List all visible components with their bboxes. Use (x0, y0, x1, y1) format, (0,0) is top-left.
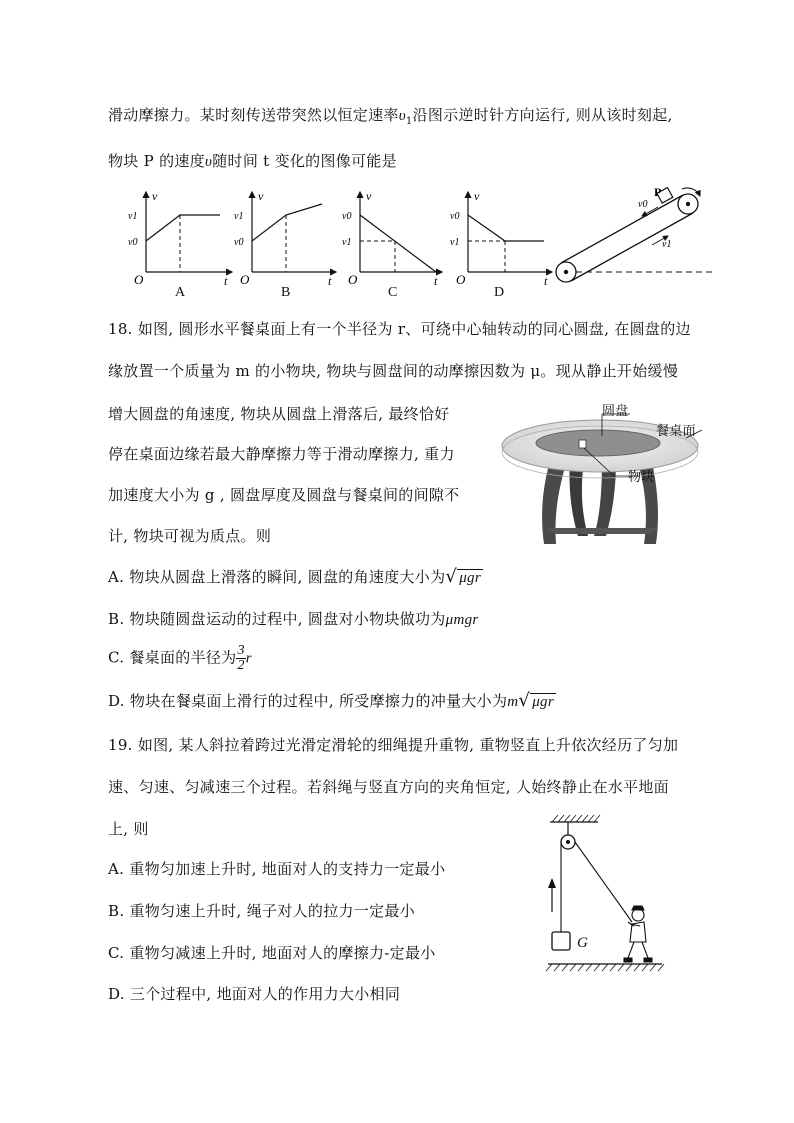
conveyor-belt-figure (556, 185, 712, 282)
graph-d (450, 189, 552, 288)
graph-c-label: C (388, 285, 398, 300)
q18-fig-block-label: 物块 (628, 470, 655, 485)
q17-line1: 滑动摩擦力。某时刻传送带突然以恒定速率$\upsilon_1$沿图示逆时针方向运行, 则从该时刻起, (108, 106, 673, 127)
q18-line6: 计, 物块可视为质点。则 (108, 527, 272, 545)
graph-a (128, 189, 232, 288)
q18-line1: 18. 如图, 圆形水平餐桌面上有一个半径为 r、可绕中心轴转动的同心圆盘, 在圆盘的边 (108, 320, 691, 338)
q19-line2: 速、匀速、匀减速三个过程。若斜绳与竖直方向的夹角恒定, 人始终静止在水平地面 (108, 778, 669, 796)
graph-b-tick1: v1 (234, 211, 244, 222)
belt-v0-label: v0 (638, 199, 648, 210)
q19-line1: 19. 如图, 某人斜拉着跨过光滑定滑轮的细绳提升重物, 重物竖直上升依次经历了匀加 (108, 736, 679, 754)
graph-d-yaxis: v (474, 189, 480, 203)
graph-d-origin: O (456, 272, 466, 287)
q18-fig-disk-label: 圆盘 (602, 404, 629, 419)
q18-option-b: B. 物块随圆盘运动的过程中, 圆盘对小物块做功为μmgr (108, 610, 479, 628)
graph-b-yaxis: v (258, 189, 264, 203)
q19-option-c: C. 重物匀减速上升时, 地面对人的摩擦力-定最小 (108, 944, 436, 962)
graph-b-tick2: v0 (234, 237, 244, 248)
q17-line2: 物块 P 的速度υ随时间 t 变化的图像可能是 (108, 152, 397, 170)
graph-d-label: D (494, 285, 505, 300)
q19-option-b: B. 重物匀速上升时, 绳子对人的拉力一定最小 (108, 902, 415, 920)
belt-v1-label: v1 (662, 239, 672, 250)
q19-line3: 上, 则 (108, 820, 149, 838)
q18-option-c: C. 餐桌面的半径为 $\frac{3}{2}$ r (108, 643, 252, 673)
graph-a-tick2: v0 (128, 237, 138, 248)
q18-line2: 缘放置一个质量为 m 的小物块, 物块与圆盘间的动摩擦因数为 μ。现从静止开始缓慢 (108, 362, 679, 380)
graph-d-xaxis: t (544, 274, 548, 288)
graph-a-origin: O (134, 272, 144, 287)
q18-line5: 加速度大小为 g , 圆盘厚度及圆盘与餐桌间的间隙不 (108, 486, 460, 504)
graph-b-origin: O (240, 272, 250, 287)
q19-option-d: D. 三个过程中, 地面对人的作用力大小相同 (108, 985, 401, 1003)
graph-b-label: B (281, 285, 291, 300)
graph-d-tick2: v1 (450, 237, 460, 248)
graph-c (342, 189, 442, 288)
graph-b-xaxis: t (328, 274, 332, 288)
graph-a-tick1: v1 (128, 211, 138, 222)
graph-c-tick1: v0 (342, 211, 352, 222)
q19-pulley-figure (540, 812, 670, 972)
graph-a-label: A (175, 285, 186, 300)
q18-fig-table-label: 餐桌面 (656, 424, 696, 439)
graph-c-yaxis: v (366, 189, 372, 203)
q18-line3: 增大圆盘的角速度, 物块从圆盘上滑落后, 最终恰好 (108, 405, 450, 423)
graph-c-tick2: v1 (342, 237, 352, 248)
graph-c-xaxis: t (434, 274, 438, 288)
q19-fig-weight-label: G (577, 935, 589, 951)
graph-a-yaxis: v (152, 189, 158, 203)
q18-option-a: A. 物块从圆盘上滑落的瞬间, 圆盘的角速度大小为√ μgr (108, 566, 481, 587)
q18-line4: 停在桌面边缘若最大静摩擦力等于滑动摩擦力, 重力 (108, 445, 455, 463)
q18-option-d: D. 物块在餐桌面上滑行的过程中, 所受摩擦力的冲量大小为m√ μgr (108, 690, 554, 711)
graph-b (234, 189, 336, 288)
graph-c-origin: O (348, 272, 358, 287)
belt-block-label: P (654, 185, 662, 199)
graph-d-tick1: v0 (450, 211, 460, 222)
graph-a-xaxis: t (224, 274, 228, 288)
q19-option-a: A. 重物匀加速上升时, 地面对人的支持力一定最小 (108, 860, 446, 878)
